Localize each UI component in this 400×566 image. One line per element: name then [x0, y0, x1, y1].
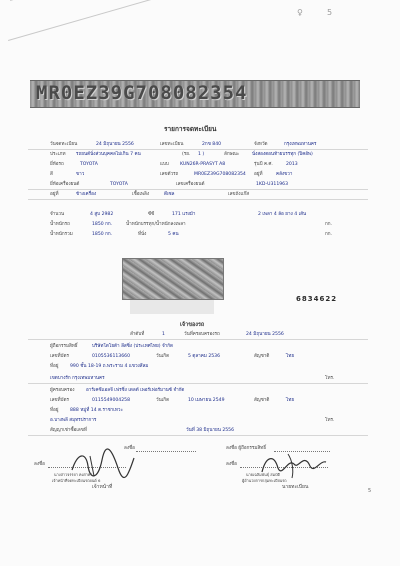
label-engine-no: เลขเครื่องยนต์ [176, 182, 205, 187]
value-weight: 1850 กก. [92, 222, 113, 227]
value-chassis: MR0EZ39G708082354 [194, 172, 246, 177]
value-engine-make: TOYOTA [110, 182, 128, 187]
label-type: ประเภท [50, 152, 66, 157]
value-model-year: 2013 [286, 162, 298, 167]
label-make: ยี่ห้อรถ [50, 162, 64, 167]
label-max-load: น้ำหนักบรรทุก/น้ำหนักลงเพลา [126, 222, 186, 227]
value-reg-date: 24 มิถุนายน 2556 [96, 142, 134, 147]
label-reg-date: วันจดทะเบียน [50, 142, 78, 147]
value-engine-no: 1KD-U311963 [256, 182, 289, 187]
corner-number: 5 [327, 8, 333, 17]
label-color: สี [50, 172, 53, 177]
label-signature-2: ลงชื่อ [34, 462, 45, 467]
signer-right-sub: ผู้อำนวยการกลุ่มทะเบียนรถ [242, 478, 287, 483]
label-possessor-id: เลขที่บัตร [50, 398, 69, 403]
label-phone: โทร. [325, 376, 335, 381]
value-horsepower: 2 เพลา 4 ล้อ ยาง 4 เส้น [258, 212, 307, 217]
label-id-no: เลขที่บัตร [50, 354, 69, 359]
value-birth-date: 5 ตุลาคม 2536 [188, 354, 221, 359]
unit-total: กก. [325, 232, 333, 237]
signer-right-name: นายเฉลิมพันธุ์ สมบัติ [246, 472, 280, 477]
value-class: 1 ) [198, 152, 205, 157]
value-lease-end: วันที่ 38 มิถุนายน 2556 [186, 428, 235, 433]
label-number: จำนวน [50, 212, 65, 217]
value-possessor-nationality: ไทย [286, 398, 295, 403]
value-possessor: อาร์เคซีแอลจี เฟรชิ่ง เดลต้ เพอร์เฟอร์มานซ์ จำกัด [86, 388, 185, 393]
serial-number: 6834622 [296, 295, 338, 303]
label-possessor-signature: ลงชื่อ ผู้ถือกรรมสิทธิ์ [226, 446, 267, 451]
label-possessor-phone: โทร. [325, 418, 335, 423]
value-make: TOYOTA [80, 162, 98, 167]
signer-left-name: นางสาวจรรยา คงสาคร [54, 472, 93, 477]
signer-left-title: เจ้าหน้าที่ [92, 484, 113, 490]
row-rule [28, 149, 368, 150]
label-weight: น้ำหนักรถ [50, 222, 70, 227]
value-color: ขาว [76, 172, 85, 177]
page-fold-line [10, 0, 154, 3]
signer-right-title: นายทะเบียน [282, 484, 309, 490]
value-location-2: ข้างเครื่อง [76, 192, 97, 197]
value-possessor-address: 888 หมู่ที่ 14 ต.ราชาเทวะ [70, 408, 123, 413]
owner-section-title: เจ้าของรถ [180, 322, 205, 328]
value-possession-date: 24 มิถุนายน 2556 [246, 332, 284, 337]
label-signature-3: ลงชื่อ [226, 462, 237, 467]
label-order: ลำดับที่ [130, 332, 145, 337]
row-rule [28, 189, 368, 190]
label-cc: ซีซี [148, 212, 155, 217]
value-cc: 171 แรงม้า [172, 212, 196, 217]
value-order: 1 [162, 332, 165, 337]
value-address: 990 ชั้น 18-19 ถ.พระราม 4 แขวงสีลม [70, 364, 149, 369]
value-location: คลังขวา [276, 172, 293, 177]
value-possessor-birth: 10 เมษายน 2549 [188, 398, 225, 403]
label-possessor-birth: วันเกิด [156, 398, 170, 403]
margin-mark: 5 [368, 488, 372, 494]
label-possession-date: วันที่ครอบครองรถ [184, 332, 220, 337]
unit-max-load: กก. [325, 222, 333, 227]
label-tank-no: เลขถังแก๊ส [228, 192, 250, 197]
label-engine-make: ยี่ห้อเครื่องยนต์ [50, 182, 80, 187]
value-type: รถยนต์นั่งส่วนบุคคลไม่เกิน 7 คน [76, 152, 141, 157]
row-rule [28, 339, 368, 340]
document-title: รายการจดทะเบียน [164, 125, 217, 133]
label-birth-date: วันเกิด [156, 354, 170, 359]
value-seats: 5 คน [168, 232, 179, 237]
vin-tape-text: MR0EZ39G708082354 [36, 82, 248, 104]
value-model: KUN26R-PRASYT A8 [180, 162, 226, 167]
value-reg-no: 2กข 840 [202, 142, 222, 147]
value-province: กรุงเทพมหานคร [284, 142, 317, 147]
label-reg-no: เลขทะเบียน [160, 142, 184, 147]
row-rule [28, 435, 368, 436]
label-model-year: รุ่นปี ค.ศ. [254, 162, 273, 167]
page-fold-line [8, 0, 158, 43]
value-id-no: 0105536113660 [92, 354, 130, 359]
engraving-shadow [130, 300, 214, 314]
label-chassis: เลขตัวรถ [160, 172, 179, 177]
label-signature-1: ลงชื่อ [124, 446, 135, 451]
row-rule [28, 383, 368, 384]
value-possessor-id: 0115549004258 [92, 398, 130, 403]
value-address-line2: เขตบางรัก กรุงเทพมหานคร [50, 376, 105, 381]
label-province: จังหวัด [254, 142, 268, 147]
value-possessor-address-line2: อ.บางพลี สมุทรปราการ [50, 418, 97, 423]
value-number: 4 สูบ 2982 [90, 212, 114, 217]
value-total-weight: 1850 กก. [92, 232, 113, 237]
signer-left-sub: เจ้าหน้าที่จดทะเบียนรถยนต์ 6 [52, 478, 101, 483]
label-total-weight: น้ำหนักรวม [50, 232, 73, 237]
label-nationality: สัญชาติ [254, 354, 270, 359]
label-possessor: ผู้ครอบครอง [50, 388, 75, 393]
label-location: อยู่ที่ [254, 172, 263, 177]
label-location-2: อยู่ที่ [50, 192, 59, 197]
signature-line [136, 451, 196, 452]
label-address: ที่อยู่ [50, 364, 59, 369]
value-rights-holder: บริษัทโตโยต้า ลีสซิ่ง (ประเทศไทย) จำกัด [92, 344, 173, 349]
row-rule [28, 199, 368, 200]
label-seats: ที่นั่ง [138, 232, 147, 237]
value-character: นั่งสองตอนท้ายบรรทุก (ปิคอัพ) [252, 152, 313, 157]
label-lease-end: สัญญาเช่าซื้อเลขที่ [50, 428, 87, 433]
corner-mark: ♀ [297, 8, 303, 17]
label-model: แบบ [160, 162, 169, 167]
label-character: ลักษณะ [224, 152, 240, 157]
label-fuel: เชื้อเพลิง [132, 192, 150, 197]
label-possessor-address: ที่อยู่ [50, 408, 59, 413]
value-nationality: ไทย [286, 354, 295, 359]
label-possessor-nationality: สัญชาติ [254, 398, 270, 403]
engraving-impression [122, 258, 224, 300]
value-fuel: ดีเซล [164, 192, 175, 197]
label-rights-holder: ผู้ถือกรรมสิทธิ์ [50, 344, 78, 349]
label-class: (รย. [182, 152, 191, 157]
